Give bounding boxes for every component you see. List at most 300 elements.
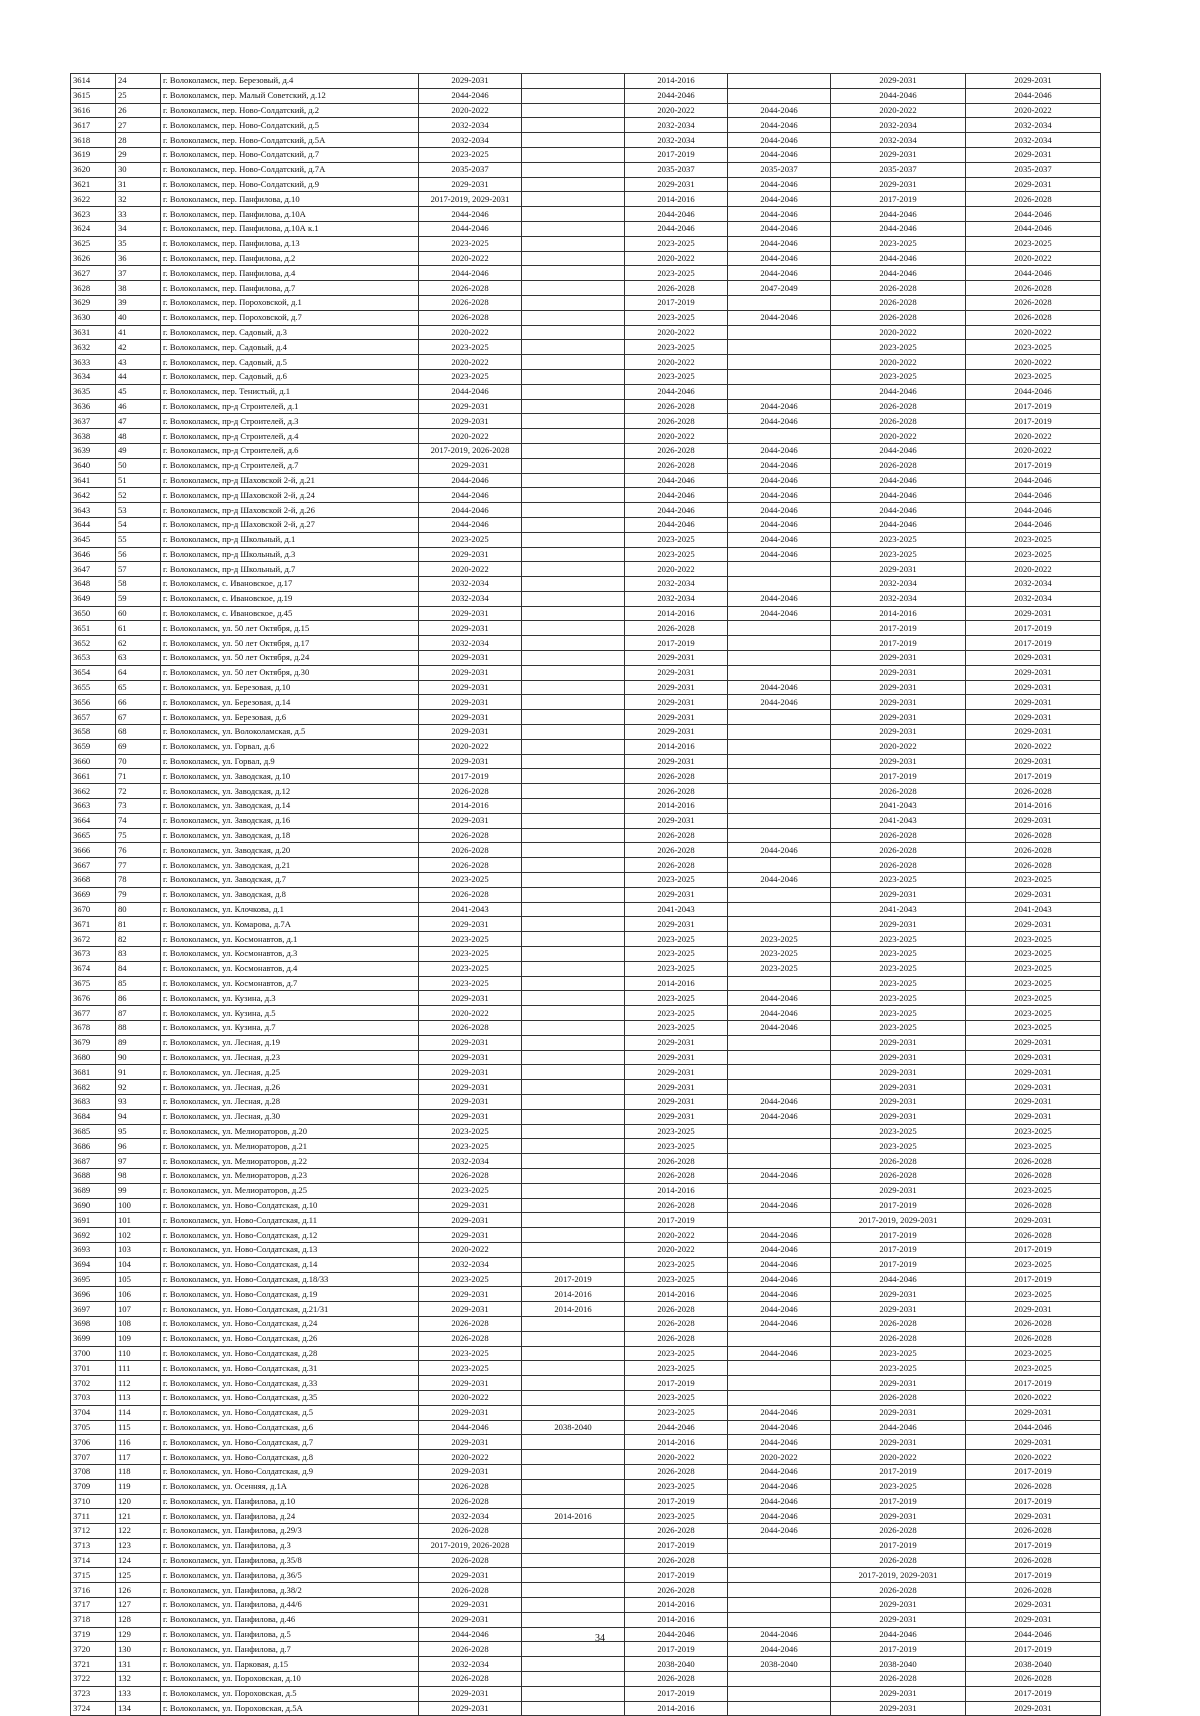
period-col-1-cell: 2029-2031 (419, 1050, 522, 1065)
row-number-cell: 3721 (71, 1657, 116, 1672)
period-col-5-cell: 2017-2019 (831, 1538, 966, 1553)
row-number-cell: 3690 (71, 1198, 116, 1213)
period-col-4-cell: 2044-2046 (728, 221, 831, 236)
item-number-cell: 92 (116, 1080, 161, 1095)
table-row (71, 695, 1101, 710)
table-row (71, 1006, 1101, 1021)
address-cell: г. Волоколамск, ул. Космонавтов, д.4 (161, 961, 419, 976)
period-col-2-cell (522, 1376, 625, 1391)
period-col-5-cell: 2035-2037 (831, 162, 966, 177)
period-col-3-cell: 2014-2016 (625, 74, 728, 89)
period-col-5-cell: 2023-2025 (831, 547, 966, 562)
table-row (71, 1228, 1101, 1243)
row-number-cell: 3656 (71, 695, 116, 710)
period-col-4-cell: 2044-2046 (728, 1228, 831, 1243)
period-col-5-cell: 2029-2031 (831, 1080, 966, 1095)
period-col-4-cell (728, 1361, 831, 1376)
address-cell: г. Волоколамск, ул. Ново-Солдатская, д.9 (161, 1464, 419, 1479)
item-number-cell: 128 (116, 1612, 161, 1627)
period-col-1-cell: 2023-2025 (419, 369, 522, 384)
table-row (71, 266, 1101, 281)
period-col-1-cell: 2026-2028 (419, 1524, 522, 1539)
period-col-2-cell (522, 207, 625, 222)
period-col-2-cell (522, 843, 625, 858)
period-col-3-cell: 2017-2019 (625, 147, 728, 162)
period-col-6-cell: 2017-2019 (966, 621, 1101, 636)
period-col-5-cell: 2029-2031 (831, 1035, 966, 1050)
period-col-5-cell: 2041-2043 (831, 799, 966, 814)
item-number-cell: 109 (116, 1331, 161, 1346)
address-cell: г. Волоколамск, ул. Парковая, д.15 (161, 1657, 419, 1672)
period-col-1-cell: 2026-2028 (419, 1642, 522, 1657)
item-number-cell: 35 (116, 236, 161, 251)
period-col-5-cell: 2023-2025 (831, 1021, 966, 1036)
period-col-2-cell (522, 1657, 625, 1672)
period-col-3-cell: 2044-2046 (625, 1420, 728, 1435)
period-col-2-cell (522, 917, 625, 932)
address-cell: г. Волоколамск, ул. Пороховская, д.5А (161, 1701, 419, 1716)
item-number-cell: 25 (116, 88, 161, 103)
period-col-2-cell (522, 1213, 625, 1228)
period-col-4-cell: 2044-2046 (728, 414, 831, 429)
table-row (71, 932, 1101, 947)
row-number-cell: 3620 (71, 162, 116, 177)
period-col-1-cell: 2026-2028 (419, 1021, 522, 1036)
period-col-5-cell: 2029-2031 (831, 1612, 966, 1627)
row-number-cell: 3615 (71, 88, 116, 103)
period-col-2-cell (522, 1405, 625, 1420)
address-cell: г. Волоколамск, пер. Садовый, д.6 (161, 369, 419, 384)
row-number-cell: 3631 (71, 325, 116, 340)
period-col-6-cell: 2023-2025 (966, 1006, 1101, 1021)
item-number-cell: 115 (116, 1420, 161, 1435)
row-number-cell: 3635 (71, 384, 116, 399)
table-row (71, 769, 1101, 784)
period-col-5-cell: 2044-2046 (831, 503, 966, 518)
period-col-6-cell: 2029-2031 (966, 695, 1101, 710)
table-row (71, 813, 1101, 828)
period-col-2-cell (522, 739, 625, 754)
period-col-6-cell: 2026-2028 (966, 1228, 1101, 1243)
period-col-5-cell: 2029-2031 (831, 74, 966, 89)
period-col-6-cell: 2023-2025 (966, 1183, 1101, 1198)
period-col-5-cell: 2023-2025 (831, 976, 966, 991)
item-number-cell: 129 (116, 1627, 161, 1642)
period-col-2-cell: 2014-2016 (522, 1302, 625, 1317)
period-col-3-cell: 2026-2028 (625, 828, 728, 843)
period-col-4-cell: 2044-2046 (728, 532, 831, 547)
period-col-3-cell: 2014-2016 (625, 1435, 728, 1450)
period-col-2-cell (522, 1183, 625, 1198)
period-col-1-cell: 2044-2046 (419, 1627, 522, 1642)
period-col-5-cell: 2029-2031 (831, 754, 966, 769)
period-col-2-cell (522, 769, 625, 784)
table-row (71, 1302, 1101, 1317)
address-cell: г. Волоколамск, ул. Мелиораторов, д.22 (161, 1154, 419, 1169)
period-col-3-cell: 2029-2031 (625, 177, 728, 192)
period-col-4-cell: 2044-2046 (728, 1168, 831, 1183)
address-cell: г. Волоколамск, ул. Ново-Солдатская, д.21/31 (161, 1302, 419, 1317)
item-number-cell: 121 (116, 1509, 161, 1524)
period-col-5-cell: 2020-2022 (831, 325, 966, 340)
item-number-cell: 68 (116, 725, 161, 740)
row-number-cell: 3630 (71, 310, 116, 325)
table-row (71, 1065, 1101, 1080)
period-col-5-cell: 2026-2028 (831, 1583, 966, 1598)
address-cell: г. Волоколамск, пер. Панфилова, д.4 (161, 266, 419, 281)
row-number-cell: 3691 (71, 1213, 116, 1228)
period-col-2-cell (522, 1524, 625, 1539)
address-cell: г. Волоколамск, ул. Ново-Солдатская, д.26 (161, 1331, 419, 1346)
period-col-3-cell: 2026-2028 (625, 1168, 728, 1183)
address-cell: г. Волоколамск, пер. Ново-Солдатский, д.9 (161, 177, 419, 192)
period-col-2-cell (522, 1154, 625, 1169)
period-col-2-cell (522, 1331, 625, 1346)
address-cell: г. Волоколамск, пр-д Строителей, д.4 (161, 429, 419, 444)
table-row (71, 147, 1101, 162)
row-number-cell: 3655 (71, 680, 116, 695)
period-col-1-cell: 2029-2031 (419, 1213, 522, 1228)
address-cell: г. Волоколамск, пер. Панфилова, д.2 (161, 251, 419, 266)
address-cell: г. Волоколамск, пер. Ново-Солдатский, д.7 (161, 147, 419, 162)
row-number-cell: 3714 (71, 1553, 116, 1568)
period-col-3-cell: 2017-2019 (625, 1686, 728, 1701)
period-col-6-cell: 2044-2046 (966, 473, 1101, 488)
row-number-cell: 3646 (71, 547, 116, 562)
period-col-2-cell (522, 1672, 625, 1687)
period-col-1-cell: 2023-2025 (419, 1361, 522, 1376)
address-cell: г. Волоколамск, пер. Панфилова, д.13 (161, 236, 419, 251)
item-number-cell: 116 (116, 1435, 161, 1450)
item-number-cell: 60 (116, 606, 161, 621)
table-row (71, 562, 1101, 577)
item-number-cell: 40 (116, 310, 161, 325)
period-col-6-cell: 2026-2028 (966, 1168, 1101, 1183)
period-col-5-cell: 2026-2028 (831, 1168, 966, 1183)
period-col-1-cell: 2029-2031 (419, 547, 522, 562)
period-col-5-cell: 2041-2043 (831, 902, 966, 917)
item-number-cell: 38 (116, 281, 161, 296)
address-cell: г. Волоколамск, ул. Лесная, д.28 (161, 1094, 419, 1109)
period-col-5-cell: 2023-2025 (831, 236, 966, 251)
item-number-cell: 101 (116, 1213, 161, 1228)
period-col-5-cell: 2029-2031 (831, 1094, 966, 1109)
period-col-6-cell: 2017-2019 (966, 1568, 1101, 1583)
period-col-1-cell: 2032-2034 (419, 1154, 522, 1169)
period-col-2-cell (522, 1094, 625, 1109)
period-col-5-cell: 2017-2019 (831, 1242, 966, 1257)
period-col-2-cell (522, 1553, 625, 1568)
table-row (71, 725, 1101, 740)
row-number-cell: 3644 (71, 517, 116, 532)
address-cell: г. Волоколамск, с. Ивановское, д.17 (161, 577, 419, 592)
table-row (71, 1405, 1101, 1420)
row-number-cell: 3632 (71, 340, 116, 355)
period-col-1-cell: 2032-2034 (419, 1657, 522, 1672)
table-row (71, 74, 1101, 89)
item-number-cell: 53 (116, 503, 161, 518)
table-row (71, 902, 1101, 917)
period-col-6-cell: 2044-2046 (966, 221, 1101, 236)
row-number-cell: 3625 (71, 236, 116, 251)
period-col-4-cell: 2044-2046 (728, 1302, 831, 1317)
period-col-5-cell: 2029-2031 (831, 695, 966, 710)
item-number-cell: 82 (116, 932, 161, 947)
period-col-5-cell: 2026-2028 (831, 843, 966, 858)
period-col-4-cell: 2044-2046 (728, 133, 831, 148)
period-col-6-cell: 2029-2031 (966, 665, 1101, 680)
address-cell: г. Волоколамск, ул. Мелиораторов, д.21 (161, 1139, 419, 1154)
period-col-4-cell (728, 739, 831, 754)
period-col-1-cell: 2023-2025 (419, 947, 522, 962)
period-col-6-cell: 2044-2046 (966, 488, 1101, 503)
period-col-2-cell (522, 340, 625, 355)
period-col-4-cell: 2044-2046 (728, 503, 831, 518)
period-col-1-cell: 2032-2034 (419, 133, 522, 148)
row-number-cell: 3722 (71, 1672, 116, 1687)
period-col-4-cell (728, 651, 831, 666)
period-col-6-cell: 2017-2019 (966, 769, 1101, 784)
period-col-2-cell (522, 976, 625, 991)
period-col-1-cell: 2026-2028 (419, 1479, 522, 1494)
table-row (71, 858, 1101, 873)
table-row (71, 1464, 1101, 1479)
period-col-5-cell: 2023-2025 (831, 340, 966, 355)
period-col-4-cell (728, 1538, 831, 1553)
row-number-cell: 3651 (71, 621, 116, 636)
period-col-3-cell: 2017-2019 (625, 636, 728, 651)
period-col-6-cell: 2026-2028 (966, 1672, 1101, 1687)
address-cell: г. Волоколамск, ул. Панфилова, д.7 (161, 1642, 419, 1657)
item-number-cell: 84 (116, 961, 161, 976)
item-number-cell: 58 (116, 577, 161, 592)
item-number-cell: 66 (116, 695, 161, 710)
period-col-4-cell (728, 429, 831, 444)
item-number-cell: 95 (116, 1124, 161, 1139)
item-number-cell: 103 (116, 1242, 161, 1257)
period-col-4-cell: 2047-2049 (728, 281, 831, 296)
item-number-cell: 111 (116, 1361, 161, 1376)
address-cell: г. Волоколамск, ул. Панфилова, д.38/2 (161, 1583, 419, 1598)
address-cell: г. Волоколамск, ул. Ново-Солдатская, д.24 (161, 1316, 419, 1331)
period-col-5-cell: 2023-2025 (831, 1124, 966, 1139)
period-col-4-cell: 2044-2046 (728, 1316, 831, 1331)
row-number-cell: 3654 (71, 665, 116, 680)
table-row (71, 606, 1101, 621)
row-number-cell: 3665 (71, 828, 116, 843)
table-row (71, 1035, 1101, 1050)
period-col-4-cell: 2044-2046 (728, 843, 831, 858)
address-cell: г. Волоколамск, ул. Заводская, д.7 (161, 873, 419, 888)
address-cell: г. Волоколамск, ул. Ново-Солдатская, д.8 (161, 1450, 419, 1465)
period-col-2-cell (522, 636, 625, 651)
period-col-2-cell: 2014-2016 (522, 1287, 625, 1302)
period-col-2-cell (522, 591, 625, 606)
item-number-cell: 131 (116, 1657, 161, 1672)
table-row (71, 1450, 1101, 1465)
period-col-1-cell: 2020-2022 (419, 251, 522, 266)
period-col-5-cell: 2029-2031 (831, 1598, 966, 1613)
table-row (71, 680, 1101, 695)
row-number-cell: 3712 (71, 1524, 116, 1539)
period-col-1-cell: 2029-2031 (419, 1065, 522, 1080)
table-row (71, 443, 1101, 458)
row-number-cell: 3624 (71, 221, 116, 236)
period-col-6-cell: 2038-2040 (966, 1657, 1101, 1672)
period-col-4-cell: 2044-2046 (728, 207, 831, 222)
period-col-3-cell: 2023-2025 (625, 1346, 728, 1361)
period-col-2-cell (522, 133, 625, 148)
period-col-2-cell (522, 1080, 625, 1095)
address-cell: г. Волоколамск, ул. Березовая, д.10 (161, 680, 419, 695)
period-col-1-cell: 2029-2031 (419, 1612, 522, 1627)
period-col-2-cell (522, 828, 625, 843)
row-number-cell: 3634 (71, 369, 116, 384)
period-col-6-cell: 2020-2022 (966, 251, 1101, 266)
period-col-2-cell (522, 873, 625, 888)
period-col-1-cell: 2029-2031 (419, 1109, 522, 1124)
row-number-cell: 3704 (71, 1405, 116, 1420)
table-row (71, 1094, 1101, 1109)
row-number-cell: 3649 (71, 591, 116, 606)
period-col-5-cell: 2026-2028 (831, 1672, 966, 1687)
period-col-4-cell (728, 754, 831, 769)
item-number-cell: 100 (116, 1198, 161, 1213)
period-col-3-cell: 2029-2031 (625, 1109, 728, 1124)
period-col-5-cell: 2029-2031 (831, 651, 966, 666)
period-col-6-cell: 2029-2031 (966, 1213, 1101, 1228)
period-col-5-cell: 2029-2031 (831, 1509, 966, 1524)
period-col-6-cell: 2017-2019 (966, 399, 1101, 414)
address-cell: г. Волоколамск, ул. 50 лет Октября, д.15 (161, 621, 419, 636)
period-col-6-cell: 2029-2031 (966, 1035, 1101, 1050)
row-number-cell: 3645 (71, 532, 116, 547)
period-col-6-cell: 2023-2025 (966, 991, 1101, 1006)
table-row (71, 636, 1101, 651)
period-col-6-cell: 2032-2034 (966, 133, 1101, 148)
period-col-5-cell: 2044-2046 (831, 221, 966, 236)
row-number-cell: 3660 (71, 754, 116, 769)
page-number: 34 (595, 1633, 605, 1644)
period-col-1-cell: 2023-2025 (419, 1139, 522, 1154)
row-number-cell: 3616 (71, 103, 116, 118)
period-col-5-cell: 2017-2019 (831, 1464, 966, 1479)
period-col-5-cell: 2029-2031 (831, 1435, 966, 1450)
period-col-4-cell: 2044-2046 (728, 266, 831, 281)
period-col-5-cell: 2032-2034 (831, 118, 966, 133)
period-col-1-cell: 2029-2031 (419, 414, 522, 429)
table-row (71, 1376, 1101, 1391)
table-row (71, 281, 1101, 296)
period-col-2-cell: 2038-2040 (522, 1420, 625, 1435)
period-col-4-cell (728, 828, 831, 843)
row-number-cell: 3700 (71, 1346, 116, 1361)
period-col-1-cell: 2029-2031 (419, 1228, 522, 1243)
period-col-3-cell: 2014-2016 (625, 1612, 728, 1627)
period-col-2-cell (522, 932, 625, 947)
period-col-3-cell: 2017-2019 (625, 1213, 728, 1228)
row-number-cell: 3659 (71, 739, 116, 754)
row-number-cell: 3703 (71, 1390, 116, 1405)
table-row (71, 1390, 1101, 1405)
period-col-1-cell: 2017-2019, 2026-2028 (419, 1538, 522, 1553)
period-col-3-cell: 2014-2016 (625, 739, 728, 754)
period-col-6-cell: 2020-2022 (966, 739, 1101, 754)
period-col-2-cell (522, 1050, 625, 1065)
period-col-3-cell: 2023-2025 (625, 1479, 728, 1494)
period-col-6-cell: 2017-2019 (966, 1242, 1101, 1257)
row-number-cell: 3699 (71, 1331, 116, 1346)
period-col-5-cell: 2026-2028 (831, 1390, 966, 1405)
period-col-5-cell: 2017-2019 (831, 1198, 966, 1213)
period-col-1-cell: 2020-2022 (419, 1242, 522, 1257)
address-cell: г. Волоколамск, пер. Садовый, д.5 (161, 355, 419, 370)
period-col-5-cell: 2029-2031 (831, 680, 966, 695)
period-col-1-cell: 2029-2031 (419, 1094, 522, 1109)
period-col-1-cell: 2029-2031 (419, 1035, 522, 1050)
period-col-2-cell (522, 1168, 625, 1183)
address-cell: г. Волоколамск, ул. Мелиораторов, д.25 (161, 1183, 419, 1198)
row-number-cell: 3682 (71, 1080, 116, 1095)
period-col-6-cell: 2017-2019 (966, 1464, 1101, 1479)
period-col-3-cell: 2014-2016 (625, 1701, 728, 1716)
period-col-2-cell (522, 665, 625, 680)
period-col-6-cell: 2023-2025 (966, 1257, 1101, 1272)
period-col-4-cell (728, 1183, 831, 1198)
item-number-cell: 32 (116, 192, 161, 207)
period-col-2-cell (522, 784, 625, 799)
table-row (71, 1050, 1101, 1065)
period-col-6-cell: 2023-2025 (966, 1361, 1101, 1376)
period-col-2-cell (522, 1346, 625, 1361)
period-col-2-cell (522, 1242, 625, 1257)
item-number-cell: 78 (116, 873, 161, 888)
item-number-cell: 64 (116, 665, 161, 680)
period-col-5-cell: 2023-2025 (831, 1139, 966, 1154)
address-cell: г. Волоколамск, пр-д Строителей, д.3 (161, 414, 419, 429)
period-col-4-cell: 2020-2022 (728, 1450, 831, 1465)
item-number-cell: 106 (116, 1287, 161, 1302)
period-col-1-cell: 2029-2031 (419, 917, 522, 932)
period-col-1-cell: 2023-2025 (419, 932, 522, 947)
address-cell: г. Волоколамск, ул. Ново-Солдатская, д.33 (161, 1376, 419, 1391)
period-col-1-cell: 2044-2046 (419, 473, 522, 488)
period-col-1-cell: 2044-2046 (419, 488, 522, 503)
item-number-cell: 122 (116, 1524, 161, 1539)
period-col-6-cell: 2032-2034 (966, 577, 1101, 592)
row-number-cell: 3643 (71, 503, 116, 518)
period-col-6-cell: 2026-2028 (966, 828, 1101, 843)
period-col-5-cell: 2044-2046 (831, 1420, 966, 1435)
period-col-6-cell: 2023-2025 (966, 340, 1101, 355)
period-col-6-cell: 2023-2025 (966, 1139, 1101, 1154)
period-col-6-cell: 2026-2028 (966, 858, 1101, 873)
period-col-6-cell: 2029-2031 (966, 1612, 1101, 1627)
period-col-2-cell (522, 754, 625, 769)
period-col-1-cell: 2023-2025 (419, 236, 522, 251)
item-number-cell: 96 (116, 1139, 161, 1154)
address-cell: г. Волоколамск, ул. Ново-Солдатская, д.11 (161, 1213, 419, 1228)
period-col-4-cell: 2044-2046 (728, 1287, 831, 1302)
period-col-2-cell (522, 429, 625, 444)
period-col-6-cell: 2023-2025 (966, 947, 1101, 962)
address-cell: г. Волоколамск, ул. Заводская, д.10 (161, 769, 419, 784)
period-col-4-cell (728, 710, 831, 725)
period-col-2-cell (522, 266, 625, 281)
period-col-3-cell: 2017-2019 (625, 295, 728, 310)
period-col-4-cell (728, 1035, 831, 1050)
table-row (71, 1686, 1101, 1701)
